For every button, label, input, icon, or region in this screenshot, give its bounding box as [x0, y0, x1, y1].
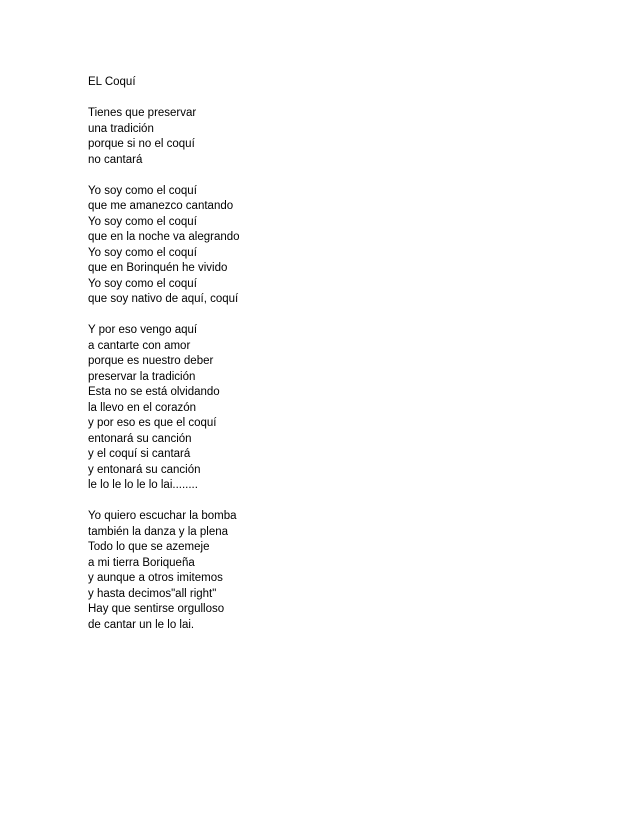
poem-line: y hasta decimos"all right": [88, 587, 217, 600]
poem-line: Yo soy como el coquí: [88, 246, 197, 259]
poem-line: Yo soy como el coquí: [88, 215, 197, 228]
poem-line: Yo soy como el coquí: [88, 184, 197, 197]
poem-line: no cantará: [88, 153, 143, 166]
poem-line: Tienes que preservar: [88, 107, 197, 119]
poem-line: a cantarte con amor: [88, 339, 191, 352]
poem-line: a mi tierra Boriqueña: [88, 556, 195, 569]
poem-line: y el coquí si cantará: [88, 448, 191, 460]
poem-line: Y por eso vengo aquí: [88, 324, 198, 336]
poem-line: porque es nuestro deber: [88, 355, 214, 367]
poem-line: una tradición: [88, 122, 154, 135]
poem-line: y entonará su canción: [88, 463, 201, 476]
poem-line: y por eso es que el coquí: [88, 417, 217, 429]
poem-line: que soy nativo de aquí, coquí: [88, 293, 239, 305]
poem-line: Todo lo que se azemeje: [88, 541, 210, 553]
stanza-1: [88, 106, 528, 168]
stanza-3: [88, 323, 528, 494]
poem-line: también la danza y la plena: [88, 525, 229, 538]
poem-line: porque si no el coquí: [88, 138, 195, 150]
poem-line: que en la noche va alegrando: [88, 231, 240, 243]
poem-line: Yo quiero escuchar la bomba: [88, 510, 237, 522]
poem-line: Esta no se está olvidando: [88, 386, 220, 398]
poem-line: la llevo en el corazón: [88, 401, 197, 414]
poem-line: preservar la tradición: [88, 370, 196, 383]
poem-line: Yo soy como el coquí: [88, 277, 197, 290]
poem-body: [88, 75, 528, 649]
stanza-2: [88, 184, 528, 308]
poem-line: que en Borinquén he vivido: [88, 262, 228, 274]
stanza-4: [88, 509, 528, 633]
poem-line: Hay que sentirse orgulloso: [88, 603, 225, 615]
poem-title: EL Coquí: [88, 76, 136, 88]
poem-line: de cantar un le lo lai.: [88, 618, 195, 631]
poem-line: le lo le lo le lo lai........: [88, 479, 198, 491]
poem-line: que me amanezco cantando: [88, 200, 234, 212]
poem-line: y aunque a otros imitemos: [88, 572, 223, 584]
poem-line: entonará su canción: [88, 432, 192, 445]
